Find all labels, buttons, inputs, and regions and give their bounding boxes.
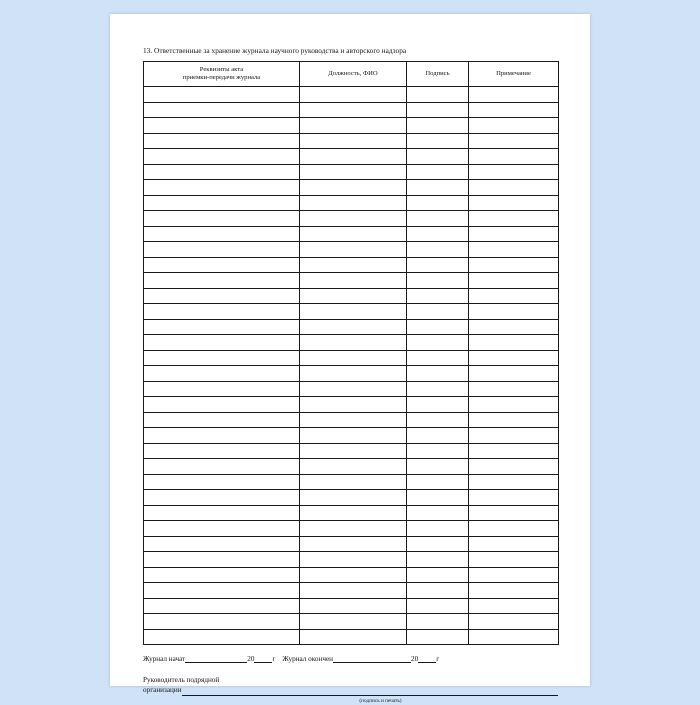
table-row [144, 412, 559, 428]
cell-note[interactable] [469, 428, 559, 444]
cell-note[interactable] [469, 552, 559, 568]
table-row [144, 133, 559, 149]
cell-note[interactable] [469, 257, 559, 273]
cell-act-details[interactable] [144, 133, 300, 149]
cell-signature[interactable] [407, 350, 469, 366]
cell-signature[interactable] [407, 195, 469, 211]
cell-signature[interactable] [407, 319, 469, 335]
cell-signature[interactable] [407, 629, 469, 645]
column-header-note: Примечание [469, 62, 559, 87]
cell-note[interactable] [469, 319, 559, 335]
cell-note[interactable] [469, 381, 559, 397]
table-row [144, 567, 559, 583]
cell-position-name[interactable] [300, 118, 407, 134]
cell-signature[interactable] [407, 567, 469, 583]
table-row [144, 459, 559, 475]
table-row [144, 226, 559, 242]
cell-position-name[interactable] [300, 102, 407, 118]
cell-position-name[interactable] [300, 180, 407, 196]
cell-position-name[interactable] [300, 567, 407, 583]
journal-dates-row [143, 654, 558, 663]
cell-act-details[interactable] [144, 288, 300, 304]
journal-started-label: Журнал начат [143, 655, 186, 664]
cell-position-name[interactable] [300, 505, 407, 521]
cell-act-details[interactable] [144, 459, 300, 475]
cell-act-details[interactable] [144, 273, 300, 289]
cell-act-details[interactable] [144, 614, 300, 630]
cell-note[interactable] [469, 443, 559, 459]
cell-position-name[interactable] [300, 149, 407, 165]
journal-finished-year-prefix: 20 [411, 655, 419, 664]
cell-signature[interactable] [407, 381, 469, 397]
cell-note[interactable] [469, 211, 559, 227]
table-row [144, 598, 559, 614]
table-row [144, 505, 559, 521]
journal-finished-label: Журнал окончен [282, 655, 333, 664]
table-row [144, 180, 559, 196]
cell-act-details[interactable] [144, 211, 300, 227]
cell-act-details[interactable] [144, 428, 300, 444]
column-header-signature: Подпись [407, 62, 469, 87]
cell-act-details[interactable] [144, 164, 300, 180]
table-row [144, 443, 559, 459]
cell-act-details[interactable] [144, 505, 300, 521]
table-row [144, 474, 559, 490]
cell-position-name[interactable] [300, 381, 407, 397]
journal-started-year-suffix: г [272, 655, 276, 664]
cell-note[interactable] [469, 102, 559, 118]
document-page [110, 14, 590, 704]
cell-signature[interactable] [407, 459, 469, 475]
cell-position-name[interactable] [300, 474, 407, 490]
cell-position-name[interactable] [300, 211, 407, 227]
cell-position-name[interactable] [300, 412, 407, 428]
cell-signature[interactable] [407, 211, 469, 227]
cell-act-details[interactable] [144, 412, 300, 428]
table-row [144, 304, 559, 320]
cell-position-name[interactable] [300, 428, 407, 444]
cell-signature[interactable] [407, 366, 469, 382]
cell-act-details[interactable] [144, 490, 300, 506]
cell-act-details[interactable] [144, 102, 300, 118]
table-row [144, 397, 559, 413]
cell-signature[interactable] [407, 226, 469, 242]
cell-position-name[interactable] [300, 288, 407, 304]
cell-act-details[interactable] [144, 552, 300, 568]
table-row [144, 149, 559, 165]
cell-act-details[interactable] [144, 567, 300, 583]
cell-position-name[interactable] [300, 397, 407, 413]
cell-position-name[interactable] [300, 583, 407, 599]
cell-note[interactable] [469, 567, 559, 583]
table-row [144, 288, 559, 304]
cell-note[interactable] [469, 629, 559, 645]
cell-act-details[interactable] [144, 474, 300, 490]
table-row [144, 614, 559, 630]
cell-position-name[interactable] [300, 164, 407, 180]
cell-note[interactable] [469, 335, 559, 351]
cell-act-details[interactable] [144, 226, 300, 242]
table-header-row [144, 62, 559, 87]
cell-act-details[interactable] [144, 149, 300, 165]
table-row [144, 87, 559, 103]
signature-note: (подпись и печать) [359, 697, 402, 704]
table-row [144, 118, 559, 134]
cell-act-details[interactable] [144, 335, 300, 351]
cell-act-details[interactable] [144, 195, 300, 211]
cell-position-name[interactable] [300, 536, 407, 552]
cell-act-details[interactable] [144, 629, 300, 645]
cell-position-name[interactable] [300, 490, 407, 506]
cell-note[interactable] [469, 536, 559, 552]
cell-signature[interactable] [407, 164, 469, 180]
cell-note[interactable] [469, 598, 559, 614]
cell-signature[interactable] [407, 521, 469, 537]
column-header-act-details [144, 62, 300, 87]
cell-act-details[interactable] [144, 118, 300, 134]
cell-signature[interactable] [407, 257, 469, 273]
cell-note[interactable] [469, 304, 559, 320]
table-row [144, 257, 559, 273]
table-row [144, 319, 559, 335]
cell-act-details[interactable] [144, 443, 300, 459]
cell-signature[interactable] [407, 102, 469, 118]
table-row [144, 521, 559, 537]
cell-act-details[interactable] [144, 180, 300, 196]
table-row [144, 273, 559, 289]
cell-position-name[interactable] [300, 443, 407, 459]
journal-finished-year-field[interactable] [418, 654, 436, 663]
cell-signature[interactable] [407, 412, 469, 428]
cell-note[interactable] [469, 490, 559, 506]
cell-note[interactable] [469, 180, 559, 196]
cell-signature[interactable] [407, 149, 469, 165]
cell-note[interactable] [469, 505, 559, 521]
cell-signature[interactable] [407, 304, 469, 320]
column-header-position-name: Должность, ФИО [300, 62, 407, 87]
cell-act-details[interactable] [144, 381, 300, 397]
column-header-act-details-line2: приемки-передачи журнала [182, 74, 261, 82]
cell-note[interactable] [469, 87, 559, 103]
table-row [144, 366, 559, 382]
cell-position-name[interactable] [300, 459, 407, 475]
table-body [144, 87, 559, 645]
page-title: 13. Ответственные за хранение журнала научного руководства и авторского надзора [143, 46, 407, 55]
cell-note[interactable] [469, 521, 559, 537]
cell-act-details[interactable] [144, 536, 300, 552]
cell-position-name[interactable] [300, 257, 407, 273]
cell-signature[interactable] [407, 552, 469, 568]
table-row [144, 335, 559, 351]
cell-note[interactable] [469, 242, 559, 258]
responsible-persons-table [143, 61, 559, 645]
table-row [144, 195, 559, 211]
cell-position-name[interactable] [300, 195, 407, 211]
cell-signature[interactable] [407, 87, 469, 103]
cell-note[interactable] [469, 474, 559, 490]
column-header-act-details-line1: Реквизиты акта [199, 66, 244, 73]
cell-act-details[interactable] [144, 598, 300, 614]
table-row [144, 552, 559, 568]
cell-act-details[interactable] [144, 521, 300, 537]
cell-signature[interactable] [407, 242, 469, 258]
cell-note[interactable] [469, 273, 559, 289]
cell-position-name[interactable] [300, 242, 407, 258]
contractor-head-label-line1: Руководитель подрядной [143, 676, 220, 685]
journal-finished-year-suffix: г [436, 655, 440, 664]
cell-position-name[interactable] [300, 133, 407, 149]
cell-act-details[interactable] [144, 350, 300, 366]
cell-note[interactable] [469, 614, 559, 630]
cell-signature[interactable] [407, 288, 469, 304]
table-row [144, 381, 559, 397]
cell-act-details[interactable] [144, 366, 300, 382]
table-row [144, 428, 559, 444]
cell-signature[interactable] [407, 335, 469, 351]
cell-act-details[interactable] [144, 257, 300, 273]
cell-position-name[interactable] [300, 629, 407, 645]
cell-position-name[interactable] [300, 304, 407, 320]
journal-dates-footer [143, 654, 558, 663]
table-row [144, 102, 559, 118]
cell-note[interactable] [469, 350, 559, 366]
cell-signature[interactable] [407, 133, 469, 149]
cell-signature[interactable] [407, 397, 469, 413]
journal-started-date-field[interactable] [185, 654, 247, 663]
cell-signature[interactable] [407, 598, 469, 614]
cell-signature[interactable] [407, 490, 469, 506]
table-row [144, 490, 559, 506]
cell-position-name[interactable] [300, 319, 407, 335]
table-row [144, 242, 559, 258]
cell-signature[interactable] [407, 614, 469, 630]
contractor-head-label-line2: организации [143, 686, 182, 695]
table-row [144, 164, 559, 180]
journal-finished-date-field[interactable] [333, 654, 411, 663]
cell-position-name[interactable] [300, 335, 407, 351]
cell-note[interactable] [469, 459, 559, 475]
contractor-head-block [143, 676, 558, 705]
table-row [144, 350, 559, 366]
table-header [144, 62, 559, 87]
cell-act-details[interactable] [144, 242, 300, 258]
cell-position-name[interactable] [300, 614, 407, 630]
journal-started-year-prefix: 20 [247, 655, 255, 664]
cell-note[interactable] [469, 164, 559, 180]
cell-position-name[interactable] [300, 366, 407, 382]
cell-act-details[interactable] [144, 397, 300, 413]
cell-note[interactable] [469, 366, 559, 382]
cell-position-name[interactable] [300, 226, 407, 242]
cell-note[interactable] [469, 195, 559, 211]
cell-position-name[interactable] [300, 350, 407, 366]
cell-act-details[interactable] [144, 87, 300, 103]
journal-started-year-field[interactable] [254, 654, 272, 663]
cell-signature[interactable] [407, 443, 469, 459]
cell-signature[interactable] [407, 583, 469, 599]
cell-signature[interactable] [407, 118, 469, 134]
cell-note[interactable] [469, 149, 559, 165]
cell-position-name[interactable] [300, 598, 407, 614]
page-content [143, 46, 558, 705]
cell-position-name[interactable] [300, 521, 407, 537]
cell-note[interactable] [469, 412, 559, 428]
cell-note[interactable] [469, 397, 559, 413]
cell-position-name[interactable] [300, 552, 407, 568]
cell-position-name[interactable] [300, 273, 407, 289]
cell-signature[interactable] [407, 428, 469, 444]
table-row [144, 629, 559, 645]
cell-signature[interactable] [407, 474, 469, 490]
cell-act-details[interactable] [144, 583, 300, 599]
cell-note[interactable] [469, 583, 559, 599]
cell-note[interactable] [469, 288, 559, 304]
cell-signature[interactable] [407, 180, 469, 196]
cell-position-name[interactable] [300, 87, 407, 103]
table-row [144, 536, 559, 552]
cell-signature[interactable] [407, 536, 469, 552]
cell-act-details[interactable] [144, 304, 300, 320]
contractor-head-signature-field[interactable] [182, 687, 558, 696]
cell-act-details[interactable] [144, 319, 300, 335]
cell-note[interactable] [469, 133, 559, 149]
cell-note[interactable] [469, 226, 559, 242]
contractor-head-signature-row [143, 686, 558, 696]
cell-signature[interactable] [407, 505, 469, 521]
cell-note[interactable] [469, 118, 559, 134]
table-row [144, 583, 559, 599]
table-row [144, 211, 559, 227]
cell-signature[interactable] [407, 273, 469, 289]
